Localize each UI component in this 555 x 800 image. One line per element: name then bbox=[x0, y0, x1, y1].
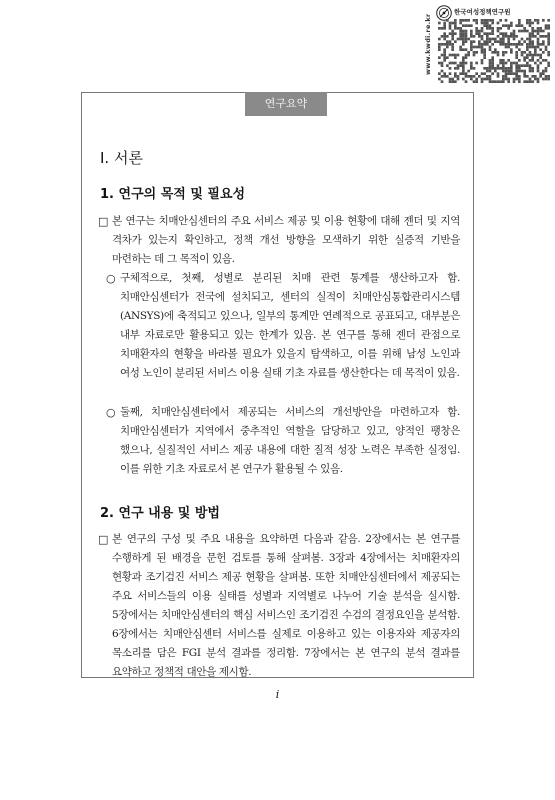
page-number: i bbox=[275, 688, 280, 701]
institute-stamp bbox=[424, 3, 550, 83]
square-bullet-icon: □ bbox=[98, 533, 109, 546]
chapter-title: Ⅰ. 서론 bbox=[100, 149, 143, 167]
stamp-url: www.kwdi.re.kr bbox=[424, 13, 432, 75]
purpose-detail-second: 둘째, 치매안심센터에서 제공되는 서비스의 개선방안을 마련하고자 함. 치매안심센터가 지역에서 중추적인 역할을 담당하고 있고, 양적인 팽창은 했으나, 실질적인 서비스 제공 내용에 대한 질적 성장 노력은 부족한 실정임. 이를 위한 기초 자료로서 본 연구가 활용될 수 있음. bbox=[120, 406, 460, 475]
stamp-institute-name: 한국여성정책연구원 bbox=[454, 8, 511, 16]
qr-code-icon bbox=[438, 19, 550, 83]
purpose-detail-first: 구체적으로, 첫째, 성별로 분리된 치매 관련 통계를 생산하고자 함. 치매안심센터가 전국에 설치되고, 센터의 실적이 치매안심통합관리시스템(ANSYS)에 축적되고 있으나, 일부의 통계만 연례적으로 공표되고, 대부분은 내부 자료로만 활용되고 있는 한계가 있음. 본 연구를 통해 젠더 관점으로 치매환자의 현황을 바라볼 필요가 있을지 탐색하고, 이를 위해 남성 노인과 여성 노인이 분리된 서비스 이용 실태 기초 자료를 생산한다는 데 목적이 있음. bbox=[120, 272, 460, 379]
square-bullet-icon: □ bbox=[98, 215, 109, 228]
section-heading-purpose: 1. 연구의 목적 및 필요성 bbox=[100, 187, 246, 202]
purpose-paragraph: 본 연구는 치매안심센터의 주요 서비스 제공 및 이용 현황에 대해 젠더 및 지역 격차가 있는지 확인하고, 정책 개선 방향을 모색하기 위한 실증적 기반을 마련하는 데 그 목적이 있음. bbox=[112, 215, 460, 265]
circle-bullet-icon: ○ bbox=[106, 406, 116, 419]
circle-bullet-icon: ○ bbox=[106, 272, 116, 285]
section-heading-method: 2. 연구 내용 및 방법 bbox=[100, 506, 220, 521]
method-paragraph: 본 연구의 구성 및 주요 내용을 요약하면 다음과 같음. 2장에서는 본 연구를 수행하게 된 배경을 문헌 검토를 통해 살펴봄. 3장과 4장에서는 치매환자의 현황과 조기검진 서비스 제공 현황을 살펴봄. 또한 치매안심센터에서 제공되는 주요 서비스들의 이용 실태를 성별과 지역별로 나누어 기술 분석을 실시함. 5장에서는 치매안심센터의 핵심 서비스인 조기검진 수검의 결정요인을 분석함. 6장에서는 치매안심센터 서비스를 실제로 이용하고 있는 이용자와 제공자의 목소리를 담은 FGI 분석 결과를 정리함. 7장에서는 본 연구의 분석 결과를 요약하고 정책적 대안을 제시함. bbox=[112, 533, 460, 678]
summary-tab-label: 연구요약 bbox=[245, 92, 327, 116]
